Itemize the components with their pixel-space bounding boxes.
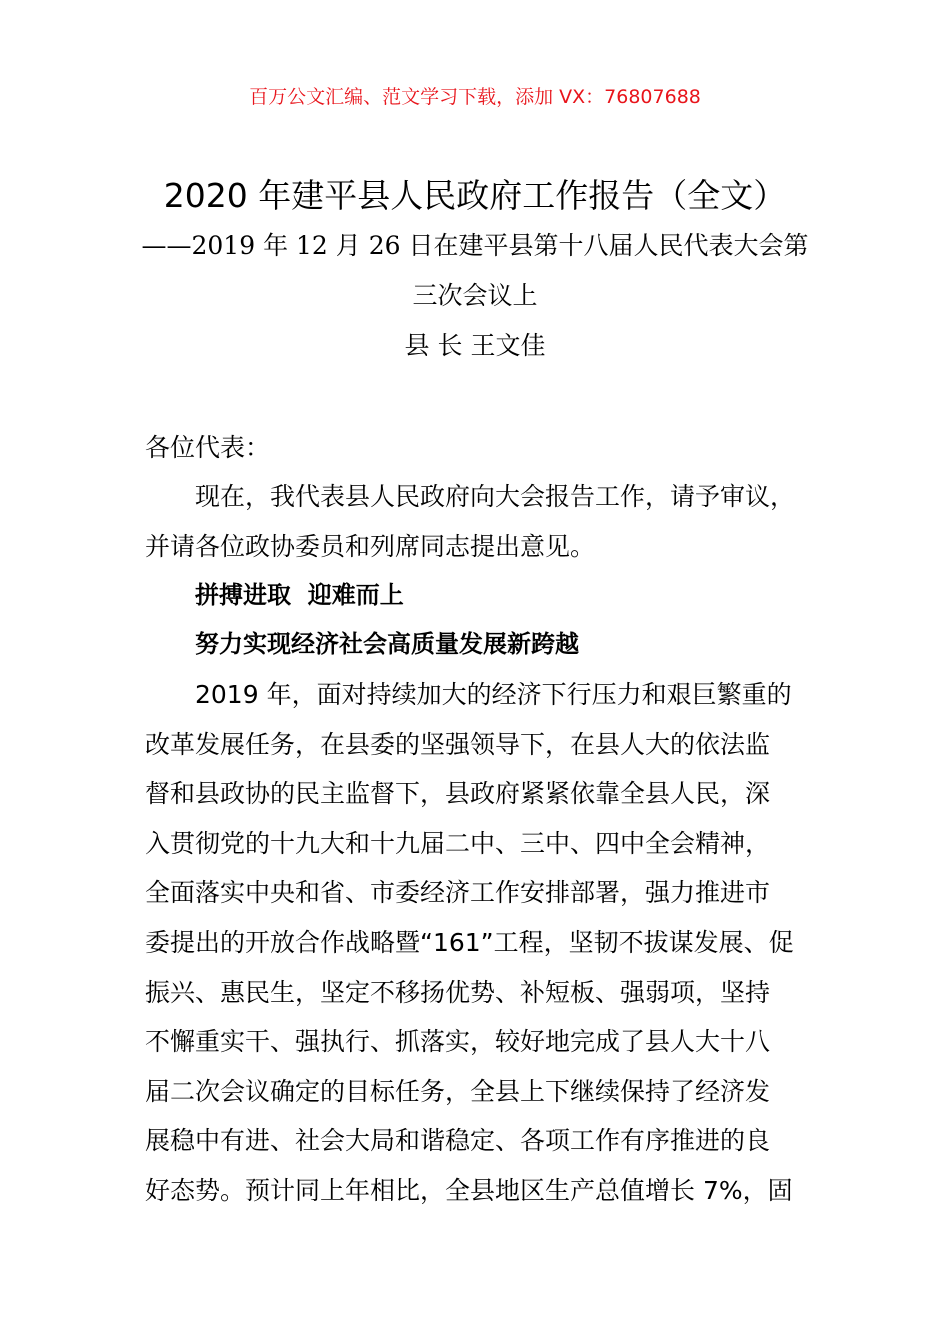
paragraph-line: 不懈重实干、强执行、抓落实，较好地完成了县人大十八: [145, 1027, 771, 1057]
author-line: 县 长 王文佳: [404, 331, 546, 360]
paragraph-line: 2019 年，面对持续加大的经济下行压力和艰巨繁重的: [195, 680, 792, 709]
watermark-text: 百万公文汇编、范文学习下载，添加 VX：76807688: [249, 86, 701, 108]
subtitle-line-2: 三次会议上: [412, 281, 538, 310]
paragraph-line: 届二次会议确定的目标任务，全县上下继续保持了经济发: [145, 1076, 771, 1106]
paragraph-line: 全面落实中央和省、市委经济工作安排部署，强力推进市: [145, 878, 771, 908]
subtitle-line-1: ——2019 年 12 月 26 日在建平县第十八届人民代表大会第: [141, 231, 809, 260]
paragraph-line: 现在，我代表县人民政府向大会报告工作，请予审议，: [195, 482, 796, 511]
paragraph-line: 并请各位政协委员和列席同志提出意见。: [145, 531, 596, 561]
paragraph-line: 督和县政协的民主监督下，县政府紧紧依靠全县人民，深: [145, 779, 771, 809]
paragraph-line: 振兴、惠民生，坚定不移扬优势、补短板、强弱项，坚持: [145, 977, 771, 1007]
paragraph-intro: [145, 472, 835, 571]
paragraph-summary: [145, 670, 835, 1216]
salutation: 各位代表：: [145, 433, 271, 462]
paragraph-line: 好态势。预计同上年相比，全县地区生产总值增长 7%，固: [145, 1175, 793, 1205]
paragraph-line: 展稳中有进、社会大局和谐稳定、各项工作有序推进的良: [145, 1126, 771, 1156]
paragraph-line: 改革发展任务，在县委的坚强领导下，在县人大的依法监: [145, 729, 771, 759]
section-heading-1: 拼搏进取 迎难而上: [195, 581, 404, 609]
paragraph-line: 委提出的开放合作战略暨“161”工程，坚韧不拔谋发展、促: [145, 927, 794, 957]
section-heading-2: 努力实现经济社会高质量发展新跨越: [195, 630, 579, 658]
document-title: 2020 年建平县人民政府工作报告（全文）: [163, 176, 787, 215]
paragraph-line: 入贯彻党的十九大和十九届二中、三中、四中全会精神，: [145, 828, 771, 858]
